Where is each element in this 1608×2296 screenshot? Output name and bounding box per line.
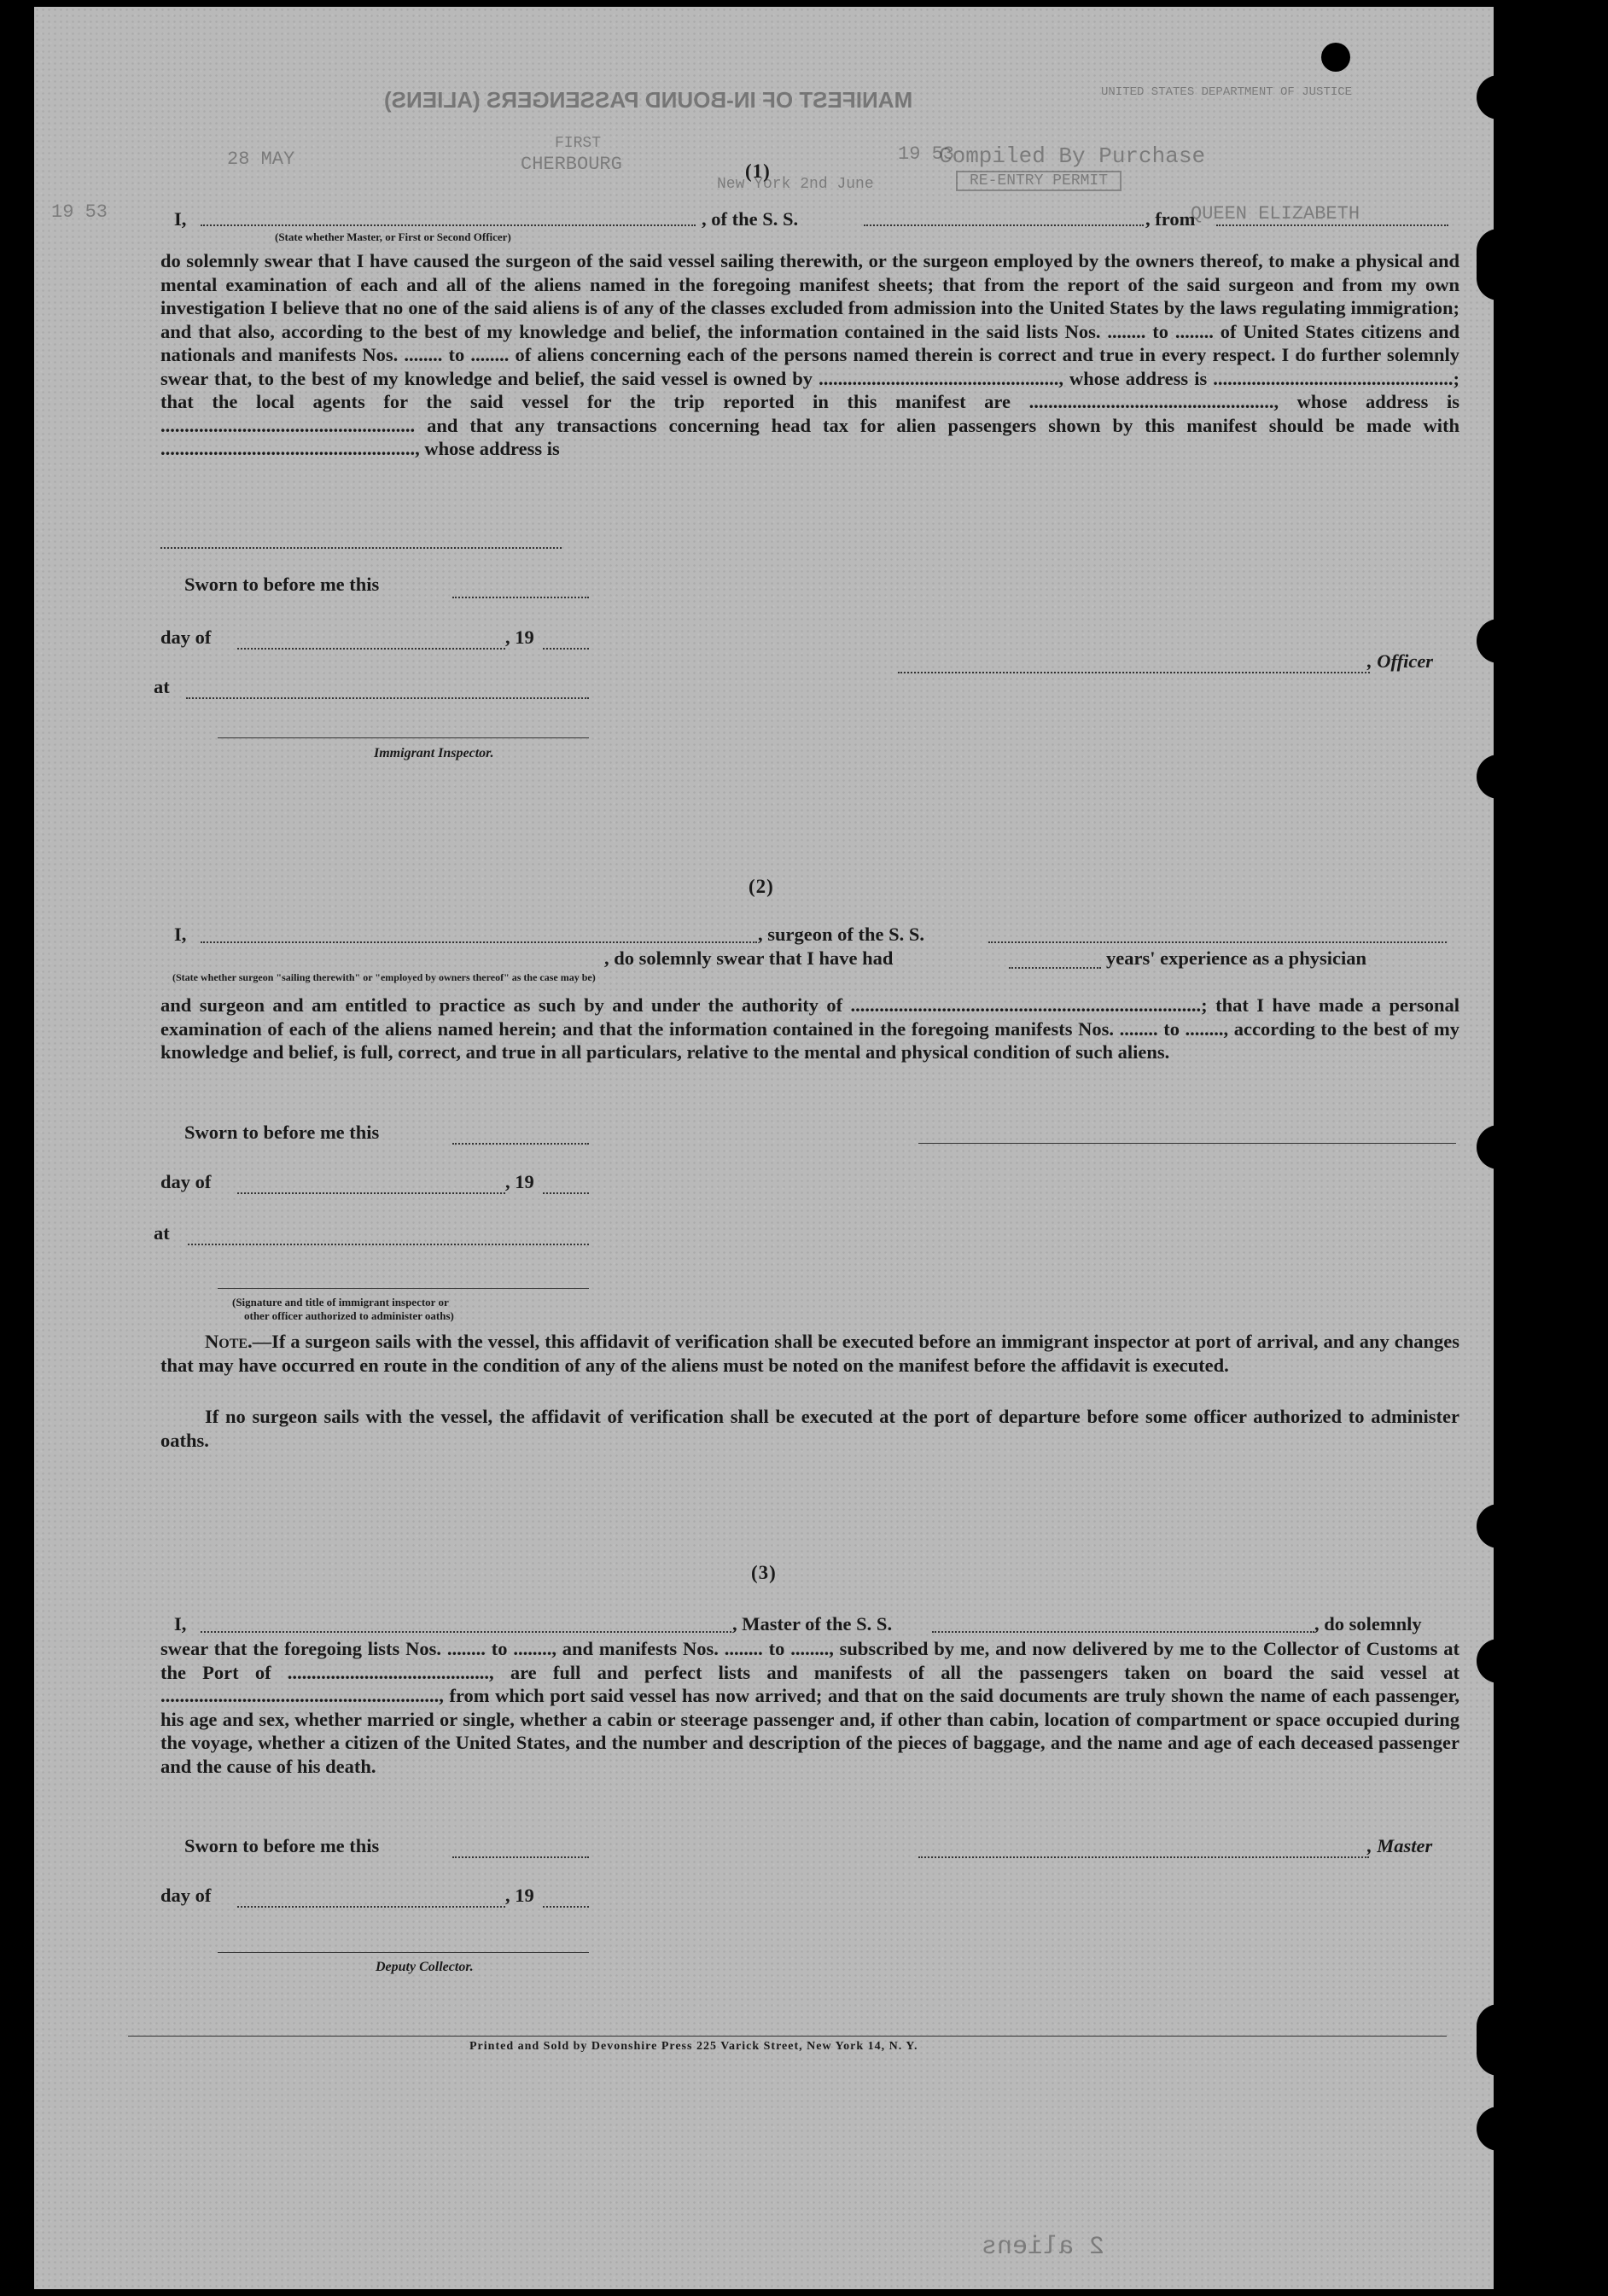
- section-3-year-line: [543, 1905, 589, 1908]
- section-2-ss-label: , surgeon of the S. S.: [758, 924, 925, 945]
- section-3-day-line: [237, 1905, 505, 1908]
- binder-hole-double: [1477, 229, 1521, 300]
- section-2-swear-label: , do solemnly swear that I have had: [604, 947, 894, 969]
- section-3-number: (3): [751, 1562, 777, 1583]
- section-3-collector-signature-line: [218, 1951, 589, 1953]
- section-1-at-line: [186, 696, 589, 699]
- section-1-day-label: day of: [160, 626, 212, 648]
- section-1-day-line: [237, 647, 505, 650]
- section-2-number: (2): [749, 876, 774, 897]
- faded-stamp-line-1: Compiled By Purchase: [939, 143, 1206, 169]
- section-2-surgeon-name-line: [201, 941, 757, 943]
- binder-hole-double: [1477, 2004, 1521, 2076]
- section-3-collector-caption: Deputy Collector.: [376, 1960, 474, 1974]
- section-3-sworn-line: [452, 1856, 589, 1858]
- section-1-ss-label: , of the S. S.: [702, 208, 799, 230]
- section-3-vessel-line: [932, 1630, 1314, 1633]
- section-2-body: and surgeon and am entitled to practice as such by and under the authority of .........................................................................; that I have made a personal examination of each of the aliens named herein; and that the information contained in the foregoing manifests Nos. ........ to ........, according to the best of my knowledge and belief, is full, correct, and true in all particulars, relative to the mental and physical condition of such aliens.: [160, 994, 1459, 1063]
- section-1-sworn-line: [452, 596, 589, 598]
- faded-stamp-line-2: RE-ENTRY PERMIT: [956, 171, 1122, 191]
- section-1-caption: (State whether Master, or First or Second Officer): [275, 230, 511, 243]
- section-3-master-label: , Master of the S. S.: [732, 1613, 893, 1635]
- section-2-at-label: at: [154, 1222, 170, 1244]
- section-3-body: swear that the foregoing lists Nos. ........ to ........, and manifests Nos. ........ to ........, subscribed by me, and now delivered by me to the Collector of Customs at the Port of .........................................., are full and perfect lists and manifests of all the passengers taken on board the said vessel at .........................................................., from which port said vessel has now arrived; and that on the said documents are truly shown the name of each passenger, his age and sex, whether married or single, whether a cabin or steerage passenger and, if other than cabin, location of compartment or space occupied during the voyage, whether a citizen of the United States, and the number and description of the pieces of baggage, and the name and age of each deceased passenger and the cause of his death.: [160, 1638, 1459, 1777]
- binder-hole: [1477, 755, 1521, 799]
- section-1-vessel-line: [864, 224, 1144, 226]
- section-1-from-line: [1216, 224, 1448, 226]
- section-1-agent-address-line: [160, 546, 562, 549]
- faded-ship-stamp: QUEEN ELIZABETH: [1191, 203, 1360, 224]
- section-2-day-label: day of: [160, 1171, 212, 1192]
- footer-rule: [128, 2035, 1447, 2037]
- faded-port-stamp: CHERBOURG: [521, 154, 622, 175]
- section-2-inspector-signature-line: [218, 1287, 589, 1289]
- section-1-at-label: at: [154, 676, 170, 697]
- faded-year-mark-2: 19 53: [51, 201, 108, 223]
- section-2-year-line: [543, 1192, 589, 1194]
- faded-manifest-title: MANIFEST OF IN-BOUND PASSENGERS (ALIENS): [384, 87, 913, 113]
- section-1-officer-name-line: [201, 224, 696, 226]
- section-1-number: (1): [745, 160, 771, 182]
- section-2-sig-caption-1: (Signature and title of immigrant inspector or: [232, 1296, 449, 1308]
- section-3-master-name-line: [201, 1630, 731, 1633]
- printer-credit: Printed and Sold by Devonshire Press 225 Varick Street, New York 14, N. Y.: [469, 2040, 918, 2053]
- binder-hole: [1477, 619, 1521, 663]
- section-2-i-label: I,: [174, 924, 187, 945]
- section-3-master-signature-line: [918, 1856, 1369, 1858]
- section-2-year-label: , 19: [505, 1171, 534, 1192]
- note-label: Note.: [205, 1331, 253, 1352]
- section-3-day-label: day of: [160, 1885, 212, 1906]
- note-paragraph: [160, 1330, 1459, 1377]
- section-2-years-line: [1009, 966, 1101, 969]
- section-2-day-line: [237, 1192, 505, 1194]
- binder-hole: [1477, 75, 1521, 119]
- section-1-year-line: [543, 647, 589, 650]
- section-1-officer-label: , Officer: [1367, 650, 1434, 672]
- binder-hole: [1477, 1639, 1521, 1683]
- binder-hole: [1477, 1125, 1521, 1169]
- section-3-year-label: , 19: [505, 1885, 534, 1906]
- section-1-year-label: , 19: [505, 626, 534, 648]
- faded-class-mark: FIRST: [555, 135, 602, 152]
- manifest-sheet: [34, 7, 1494, 2289]
- section-1-inspector-caption: Immigrant Inspector.: [374, 746, 494, 760]
- binder-hole: [1477, 2107, 1521, 2151]
- section-3-i-label: I,: [174, 1613, 187, 1635]
- section-1-from-label: , from: [1145, 208, 1196, 230]
- section-3-solemnly-label: , do solemnly: [1314, 1613, 1422, 1635]
- section-2-sworn-line: [452, 1142, 589, 1145]
- binder-hole: [1477, 1504, 1521, 1548]
- section-1-body: do solemnly swear that I have caused the surgeon of the said vessel sailing therewith, or the surgeon employed by the owners thereof, to make a physical and mental examination of each and all of the aliens named in the foregoing manifest sheets; that from the report of the said surgeon and from my own investigation I believe that no one of the said aliens is of any of the classes excluded from admission into the United States by the laws regulating immigration; and that also, according to the best of my knowledge and belief, the information contained in the said lists Nos. ........ to ........ of United States citizens and nationals and manifests Nos. ........ to ........ of aliens concerning each of the persons named therein is correct and true in every respect. I do further solemnly swear that, to the best of my knowledge and belief, the said vessel is owned by .................................................., whose address is ..................................................; that the local agents for the said vessel for the trip reported in this manifest are ..................................................., whose address is ..................................................... and that any transactions concerning head tax for alien passengers shown by this manifest should be made with ....................................................., whose address is: [160, 250, 1459, 459]
- section-3-master-signature-label: , Master: [1367, 1835, 1433, 1856]
- binder-hole: [1321, 43, 1350, 72]
- section-1-sworn-label: Sworn to before me this: [184, 574, 380, 595]
- faded-arrival-stamp: New York 2nd June: [717, 176, 874, 193]
- section-2-caption: (State whether surgeon "sailing therewith" or "employed by owners thereof" as the case may be): [172, 971, 596, 983]
- section-2-sworn-label: Sworn to before me this: [184, 1122, 380, 1143]
- section-2-years-label: years' experience as a physician: [1106, 947, 1366, 969]
- faded-aliens-note: 2 aliens: [982, 2233, 1105, 2262]
- section-2-vessel-line: [988, 941, 1447, 943]
- faded-year-mark-1: 19 53: [898, 143, 955, 165]
- note-body-1: —If a surgeon sails with the vessel, this affidavit of verification shall be executed before an immigrant inspector at port of arrival, and any changes that may have occurred en route in the condition of any of the aliens must be noted on the manifest before the affidavit is executed.: [160, 1331, 1459, 1376]
- section-1-inspector-signature-line: [218, 737, 589, 738]
- section-2-at-line: [188, 1243, 589, 1245]
- faded-date-stamp: 28 MAY: [227, 149, 295, 170]
- section-3-sworn-label: Sworn to before me this: [184, 1835, 380, 1856]
- note-paragraph-2: If no surgeon sails with the vessel, the affidavit of verification shall be executed at the port of departure before some officer authorized to administer oaths.: [160, 1406, 1459, 1451]
- section-1-officer-signature-line: [898, 671, 1370, 673]
- section-2-sig-caption-2: other officer authorized to administer oaths): [244, 1309, 454, 1322]
- section-2-signature-line: [918, 1142, 1456, 1144]
- section-1-i-label: I,: [174, 208, 187, 230]
- faded-gov-header: UNITED STATES DEPARTMENT OF JUSTICE: [1101, 85, 1353, 99]
